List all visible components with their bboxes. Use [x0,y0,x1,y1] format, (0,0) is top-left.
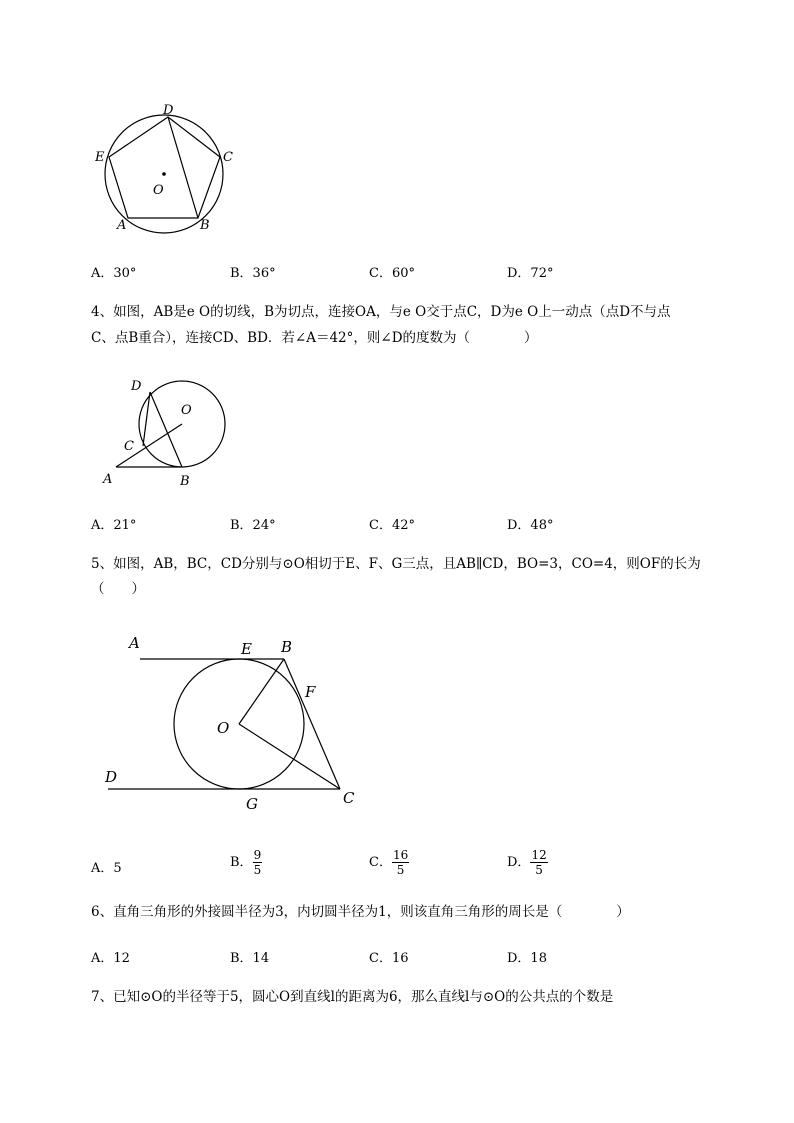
q3-choice-c: C．60° [369,266,415,281]
numerator: 12 [531,848,547,862]
line-oc [239,724,340,789]
q4-text-line2: C、点B重合），连接CD、BD．若∠A＝42°，则∠D的度数为（ ） [91,330,538,346]
q5-choice-d [507,848,548,877]
label-b: B [200,218,210,233]
label-g: G [246,795,258,813]
denominator: 5 [535,863,543,877]
choice-prefix: B． [230,855,253,870]
denominator: 5 [396,863,405,877]
q3-choice-b: B．36° [230,266,276,281]
q5-choice-c [369,848,409,877]
q3-choice-a: A．30° [91,266,137,281]
label-d: D [131,379,142,394]
label-a: A [129,634,140,652]
label-o: O [217,719,230,737]
label-o: O [181,403,192,418]
q5-text-line1: 5、如图，AB，BC，CD分别与⊙O相切于E、F、G三点，且AB∥CD，BO=3，CO=4，则OF的长为 [91,556,701,572]
line-ob [239,659,284,724]
q6-choice-d: D．18 [507,951,547,966]
label-a: A [117,218,127,233]
label-e: E [241,640,252,658]
label-c: C [343,789,355,807]
q3-choice-d: D．72° [507,266,554,281]
q4-text-line1: 4、如图，AB是e O的切线，B为切点，连接OA，与e O交于点C，D为e O上一动点（点D不与点 [91,304,671,320]
label-d: D [163,103,174,118]
q6-choice-b: B．14 [230,951,270,966]
q7-text: 7、已知⊙O的半径等于5，圆心O到直线l的距离为6，那么直线l与⊙O的公共点的个数是 [91,989,614,1005]
label-c: C [124,439,134,454]
label-f: F [305,683,316,701]
q5-text-line2: （ ） [91,581,145,597]
label-c: C [223,150,233,165]
label-o: O [153,183,164,198]
q5-choice-b [230,848,262,877]
q6-choice-a: A．12 [91,951,130,966]
label-a: A [103,472,113,487]
fraction [530,848,547,877]
fraction [253,848,263,877]
label-b: B [180,474,190,489]
label-b: B [281,638,293,656]
fraction [392,848,409,877]
q4-choice-d: D．48° [507,518,554,533]
q6-choice-c: C．16 [369,951,409,966]
q5-choice-a: A．5 [91,861,122,876]
label-d: D [105,768,118,786]
numerator: 16 [392,848,409,862]
label-e: E [95,150,105,165]
q4-choice-b: B．24° [230,518,276,533]
q6-text: 6、直角三角形的外接圆半径为3，内切圆半径为1，则该直角三角形的周长是（ ） [91,904,630,920]
denominator: 5 [253,863,262,877]
q4-choice-c: C．42° [369,518,415,533]
choice-prefix: D． [507,855,531,870]
choice-prefix: C． [369,855,392,870]
numerator: 9 [253,848,262,862]
q4-choice-a: A．21° [91,518,137,533]
line-bc [284,659,340,789]
